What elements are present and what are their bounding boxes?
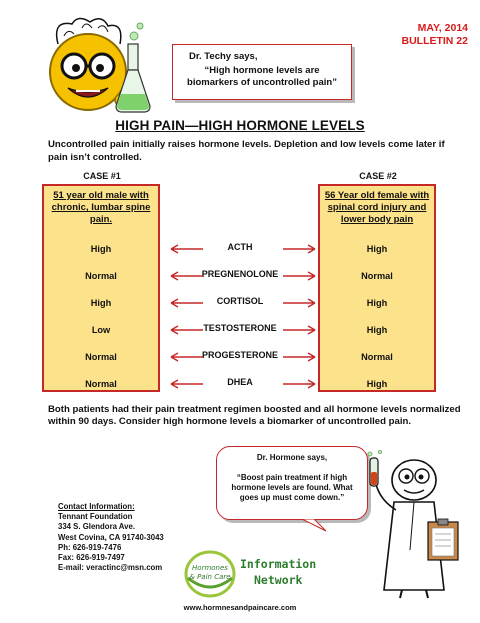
right-arrow-icon [282,352,316,362]
hormone-name: PREGNENOLONE [201,269,279,279]
case1-label: CASE #1 [83,171,121,181]
summary-text: Both patients had their pain treatment regimen boosted and all hormone levels normalized within 90 days. Consider high hormone levels a biomarker of uncontrolled pain. [48,404,461,427]
case1-value: Normal [85,271,117,281]
hormone-name: DHEA [227,377,253,387]
right-arrow-icon [282,244,316,254]
left-arrow-icon [170,325,204,335]
case1-value: Low [91,325,111,335]
case1-value: High [90,298,112,308]
hormone-name: ACTH [227,242,253,252]
hormones-pain-care-logo [184,548,236,600]
hormone-name: PROGESTERONE [201,350,278,360]
logo-text-line1: Hormones [192,564,228,572]
clipboard-icon [428,519,458,560]
case1-value: High [90,244,112,254]
logo-text-line2: & Pain Care [189,573,231,581]
network-title [240,556,360,588]
dr-hormone-cartoon-icon [360,450,468,600]
case2-title: 56 Year old female with spinal cord injury and lower body pain [324,190,430,225]
intro-text: Uncontrolled pain initially raises hormone levels. Depletion and low levels come later if pain isn’t controlled. [48,139,445,163]
website-link[interactable]: www.hormnesandpaincare.com [183,603,297,612]
case2-value: Normal [361,271,393,281]
contact-line: Fax: 626-919-7497 [58,553,125,563]
case1-box [42,184,160,392]
network-line1: Information [240,557,317,571]
case2-value: Normal [361,352,393,362]
page-title: HIGH PAIN—HIGH HORMONE LEVELS [115,118,365,133]
hormone-quote: “Boost pain treatment if high hormone levels are found. What goes up must come down.” [231,473,353,502]
hormone-speech-bubble [216,446,368,520]
network-line2: Network [254,573,303,587]
contact-line: West Covina, CA 91740-3043 [58,532,164,542]
left-arrow-icon [170,244,204,254]
case2-box [318,184,436,392]
left-arrow-icon [170,379,204,389]
hormone-name: CORTISOL [216,296,264,306]
case1-title: 51 year old male with chronic, lumbar spine pain. [51,190,151,225]
techy-quote: “High hormone levels are biomarkers of uncontrolled pain” [187,65,337,88]
contact-line: Ph: 626-919-7476 [58,542,122,552]
bulletin-number: BULLETIN 22 [401,35,468,47]
left-arrow-icon [170,271,204,281]
hormone-says: Dr. Hormone says, [256,453,328,462]
right-arrow-icon [282,271,316,281]
bulletin-info [352,22,468,48]
bulletin-date: MAY, 2014 [417,22,468,34]
right-arrow-icon [282,298,316,308]
techy-emoji-icon [28,14,170,118]
case2-value: High [366,244,388,254]
case2-value: High [366,298,388,308]
case1-value: Normal [85,379,117,389]
contact-title: Contact Information: [58,502,135,511]
techy-quote-box [172,44,352,100]
case2-value: High [366,379,388,389]
contact-line: Tennant Foundation [58,512,133,522]
techy-says: Dr. Techy says, [189,51,258,62]
case2-value: High [366,325,388,335]
contact-line: 334 S. Glendora Ave. [58,522,135,532]
left-arrow-icon [170,298,204,308]
hormone-name: TESTOSTERONE [203,323,277,333]
bubble-tail-icon [300,519,330,535]
right-arrow-icon [282,325,316,335]
left-arrow-icon [170,352,204,362]
case2-label: CASE #2 [359,171,397,181]
case1-value: Normal [85,352,117,362]
right-arrow-icon [282,379,316,389]
test-tube-icon [368,450,382,486]
contact-email[interactable]: E-mail: veractinc@msn.com [58,563,163,573]
